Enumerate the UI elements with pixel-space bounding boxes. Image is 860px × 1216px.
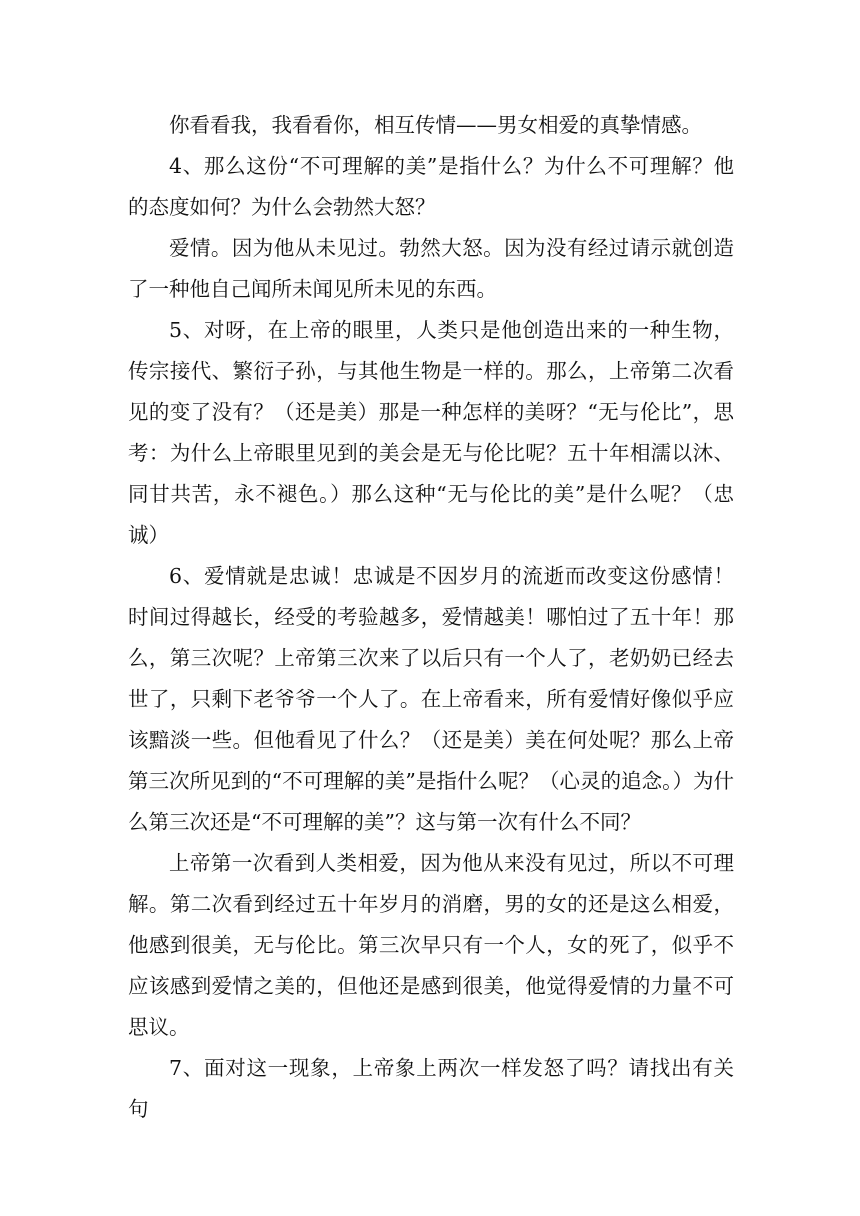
paragraph-question-6: 6、爱情就是忠诚！忠诚是不因岁月的流逝而改变这份感情！时间过得越长，经受的考验越多，爱情越美！哪怕过了五十年！那么，第三次呢？上帝第三次来了以后只有一个人了，老奶奶已经去世了，只剩下老爷爷一个人了。在上帝看来，所有爱情好像似乎应该黯淡一些。但他看见了什么？（还是美）美在何处呢？那么上帝第三次所见到的“不可理解的美”是指什么呢？（心灵的追念。）为什么第三次还是“不可理解的美”？这与第一次有什么不同？ bbox=[128, 564, 734, 834]
paragraph-question-5: 5、对呀，在上帝的眼里，人类只是他创造出来的一种生物，传宗接代、繁衍子孙，与其他生物是一样的。那么，上帝第二次看见的变了没有？（还是美）那是一种怎样的美呀？“无与伦比”，思考：为什么上帝眼里见到的美会是无与伦比呢？五十年相濡以沐、同甘共苦，永不褪色。）那么这种“无与伦比的美”是什么呢？（忠诚） bbox=[128, 318, 734, 547]
paragraph-question-4: 4、那么这份“不可理解的美”是指什么？为什么不可理解？他的态度如何？为什么会勃然大怒？ bbox=[128, 154, 734, 219]
paragraph-1: 你看看我，我看看你，相互传情——男女相爱的真挚情感。 bbox=[169, 113, 702, 137]
document-body bbox=[128, 105, 734, 1130]
paragraph-answer-4: 爱情。因为他从未见过。勃然大怒。因为没有经过请示就创造了一种他自己闻所未闻见所未见的东西。 bbox=[128, 236, 734, 301]
paragraph-answer-6: 上帝第一次看到人类相爱，因为他从来没有见过，所以不可理解。第二次看到经过五十年岁月的消磨，男的女的还是这么相爱，他感到很美，无与伦比。第三次早只有一个人，女的死了，似乎不应该感到爱情之美的，但他还是感到很美，他觉得爱情的力量不可思议。 bbox=[128, 851, 734, 1039]
paragraph-question-7: 7、面对这一现象，上帝象上两次一样发怒了吗？请找出有关句 bbox=[128, 1056, 734, 1121]
